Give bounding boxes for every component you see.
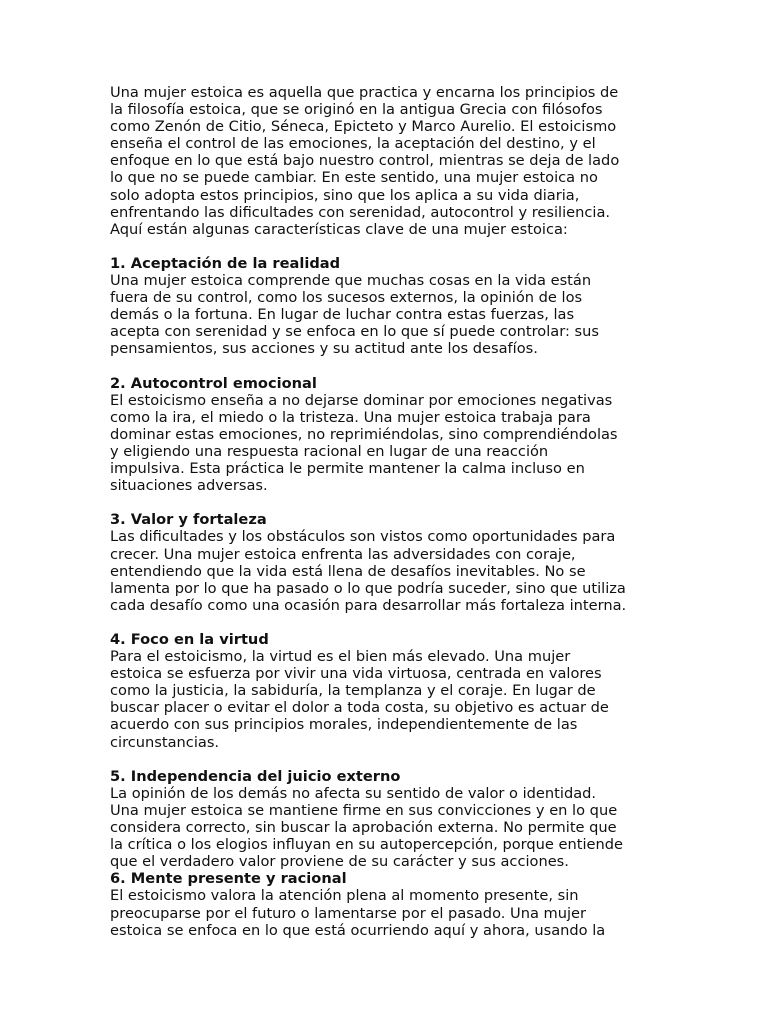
section-heading: 4. Foco en la virtud: [110, 631, 269, 648]
section-heading: 3. Valor y fortaleza: [110, 511, 267, 529]
section-gap: [110, 494, 670, 511]
section-line: fuera de su control, como los sucesos externos, la opinión de los: [110, 289, 583, 307]
section-line: como la ira, el miedo o la tristeza. Una mujer estoica trabaja para: [110, 408, 591, 426]
section-independencia: [110, 768, 670, 871]
section-line: cada desafío como una ocasión para desarrollar más fortaleza interna.: [110, 596, 627, 614]
intro-line: enseña el control de las emociones, la aceptación del destino, y el: [110, 135, 596, 153]
section-valor: [110, 511, 670, 614]
section-heading: 6. Mente presente y racional: [110, 870, 347, 888]
section-line: entendiendo que la vida está llena de desafíos inevitables. No se: [110, 562, 586, 580]
section-line: El estoicismo enseña a no dejarse dominar por emociones negativas: [110, 391, 613, 409]
document-page: [110, 84, 670, 939]
section-line: que el verdadero valor proviene de su carácter y sus acciones.: [110, 853, 569, 871]
section-line: acepta con serenidad y se enfoca en lo que sí puede controlar: sus: [110, 323, 599, 341]
section-line: la crítica o los elogios influyan en su autopercepción, porque entiende: [110, 836, 624, 854]
section-line: situaciones adversas.: [110, 477, 268, 495]
section-line: demás o la fortuna. En lugar de luchar contra estas fuerzas, las: [110, 306, 575, 324]
section-line: dominar estas emociones, no reprimiéndolas, sino comprendiéndolas: [110, 425, 618, 443]
intro-line: Aquí están algunas características clave de una mujer estoica:: [110, 220, 568, 238]
intro-line: enfrentando las dificultades con serenidad, autocontrol y resiliencia.: [110, 203, 611, 221]
section-line: circunstancias.: [110, 733, 220, 751]
intro-line: enfoque en lo que está bajo nuestro control, mientras se deja de lado: [110, 152, 620, 170]
section-heading: 1. Aceptación de la realidad: [110, 254, 341, 272]
section-line: El estoicismo valora la atención plena al momento presente, sin: [110, 887, 579, 905]
section-gap: [110, 238, 670, 255]
section-autocontrol: [110, 375, 670, 495]
section-line: como la justicia, la sabiduría, la templanza y el coraje. En lugar de: [110, 682, 596, 700]
section-gap: [110, 614, 670, 631]
intro-line: como Zenón de Citio, Séneca, Epicteto y Marco Aurelio. El estoicismo: [110, 118, 617, 136]
section-aceptacion: [110, 255, 670, 358]
section-line: acuerdo con sus principios morales, independientemente de las: [110, 716, 578, 734]
section-line: lamenta por lo que ha pasado o lo que podría suceder, sino que utiliza: [110, 579, 626, 597]
section-line: Una mujer estoica comprende que muchas cosas en la vida están: [110, 272, 592, 290]
intro-line: la filosofía estoica, que se originó en la antigua Grecia con filósofos: [110, 101, 603, 119]
section-gap: [110, 358, 670, 375]
section-line: Para el estoicismo, la virtud es el bien más elevado. Una mujer: [110, 648, 571, 666]
section-line: Una mujer estoica se mantiene firme en sus convicciones y en lo que: [110, 801, 618, 819]
section-line: crecer. Una mujer estoica enfrenta las adversidades con coraje,: [110, 545, 576, 563]
section-heading: 2. Autocontrol emocional: [110, 374, 317, 392]
section-line: pensamientos, sus acciones y su actitud ante los desafíos.: [110, 340, 538, 358]
intro-line: Una mujer estoica es aquella que practica y encarna los principios de: [110, 84, 619, 101]
section-virtud: [110, 631, 670, 751]
intro-line: lo que no se puede cambiar. En este sentido, una mujer estoica no: [110, 169, 598, 187]
section-line: considera correcto, sin buscar la aprobación externa. No permite que: [110, 819, 617, 837]
intro-paragraph: [110, 84, 670, 238]
intro-line: solo adopta estos principios, sino que los aplica a su vida diaria,: [110, 186, 580, 204]
section-mente-presente: [110, 870, 670, 938]
section-line: La opinión de los demás no afecta su sentido de valor o identidad.: [110, 784, 597, 802]
section-heading: 5. Independencia del juicio externo: [110, 767, 401, 785]
section-line: estoica se esfuerza por vivir una vida virtuosa, centrada en valores: [110, 665, 602, 683]
section-line: preocuparse por el futuro o lamentarse por el pasado. Una mujer: [110, 904, 587, 922]
section-line: estoica se enfoca en lo que está ocurriendo aquí y ahora, usando la: [110, 921, 606, 939]
section-line: impulsiva. Esta práctica le permite mantener la calma incluso en: [110, 460, 585, 478]
section-line: Las dificultades y los obstáculos son vistos como oportunidades para: [110, 528, 616, 546]
section-gap: [110, 751, 670, 768]
section-line: buscar placer o evitar el dolor a toda costa, su objetivo es actuar de: [110, 699, 609, 717]
section-line: y eligiendo una respuesta racional en lugar de una reacción: [110, 442, 549, 460]
